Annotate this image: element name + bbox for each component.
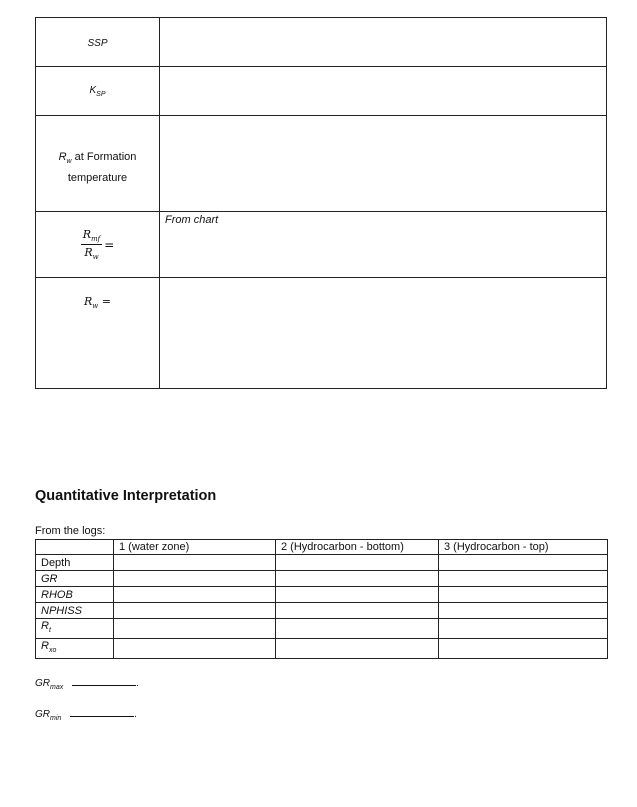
row-label: [36, 587, 114, 603]
table-cell[interactable]: [276, 555, 439, 571]
ksp-value-cell[interactable]: [160, 67, 607, 116]
table-cell[interactable]: [114, 587, 276, 603]
from-logs-label: From the logs:: [35, 525, 106, 537]
rmf-over-rw-fraction: [81, 228, 103, 261]
rw-label-main: R: [83, 295, 93, 308]
gr-min-blank-line[interactable]: [70, 707, 134, 717]
rw-formation-label-sub: w: [66, 158, 72, 166]
table-cell[interactable]: [114, 555, 276, 571]
row-label-rxo-sub: xo: [48, 647, 57, 655]
ssp-value-cell[interactable]: [160, 18, 607, 67]
row-label-depth: Depth: [41, 556, 71, 569]
rw-formation-value-cell[interactable]: [160, 116, 607, 212]
gr-min-suffix: .: [134, 709, 137, 720]
worksheet-row-rw: [36, 278, 607, 389]
table-cell[interactable]: [439, 571, 608, 587]
table-cell[interactable]: [439, 639, 608, 659]
table-cell[interactable]: [439, 619, 608, 639]
row-label: [36, 639, 114, 659]
table-cell[interactable]: [276, 619, 439, 639]
rw-formation-label-cell: [36, 116, 160, 212]
rw-formation-label-line2: temperature: [67, 172, 128, 185]
row-label-rt: R: [41, 620, 49, 632]
rw-label-cell: [36, 278, 160, 389]
rw-value-cell[interactable]: [160, 278, 607, 389]
row-label: [36, 603, 114, 619]
table-cell[interactable]: [439, 587, 608, 603]
table-row: [36, 587, 608, 603]
table-cell[interactable]: [439, 603, 608, 619]
row-label-rt-sub: t: [48, 627, 51, 635]
table-cell[interactable]: [114, 619, 276, 639]
row-label-nphiss: NPHISS: [41, 604, 82, 617]
worksheet-row-rw-formation: [36, 116, 607, 212]
ksp-label-cell: [36, 67, 160, 116]
logs-table: [35, 539, 608, 659]
logs-header-hc-top: 3 (Hydrocarbon - top): [439, 540, 608, 555]
worksheet-table: [35, 17, 607, 389]
frac-den-main: R: [84, 246, 93, 260]
ssp-label: SSP: [87, 38, 108, 49]
rw-equals: =: [98, 295, 111, 308]
gr-min-label-main: GR: [35, 709, 50, 720]
table-row: [36, 619, 608, 639]
table-cell[interactable]: [276, 587, 439, 603]
table-cell[interactable]: [114, 571, 276, 587]
from-chart-note: From chart: [165, 214, 219, 226]
ssp-label-cell: [36, 18, 160, 67]
row-label-rxo: R: [41, 640, 49, 653]
gr-max-label-main: GR: [35, 678, 50, 689]
row-label: [36, 571, 114, 587]
table-cell[interactable]: [114, 639, 276, 659]
frac-equals: =: [104, 237, 115, 252]
ksp-label-sub: SP: [96, 91, 106, 98]
logs-header-water: 1 (water zone): [114, 540, 276, 555]
table-row: [36, 639, 608, 659]
rmf-rw-value-cell[interactable]: [160, 212, 607, 278]
logs-header-hc-bottom: 2 (Hydrocarbon - bottom): [276, 540, 439, 555]
table-cell[interactable]: [114, 603, 276, 619]
worksheet-row-rmf-rw: [36, 212, 607, 278]
table-row: [36, 603, 608, 619]
table-cell[interactable]: [276, 639, 439, 659]
table-cell[interactable]: [276, 571, 439, 587]
row-label-rhob: RHOB: [41, 588, 73, 601]
logs-header-blank: [36, 540, 114, 555]
rmf-rw-label-cell: [36, 212, 160, 278]
logs-header-row: [36, 540, 608, 555]
ksp-label-main: K: [89, 85, 97, 96]
frac-den-sub: w: [92, 253, 99, 262]
row-label: [36, 555, 114, 571]
worksheet-row-ssp: [36, 18, 607, 67]
gr-min-field: [35, 707, 137, 722]
row-label-gr: GR: [41, 572, 58, 585]
gr-max-blank-line[interactable]: [72, 676, 136, 686]
gr-max-field: [35, 676, 139, 691]
table-row: [36, 555, 608, 571]
table-cell[interactable]: [439, 555, 608, 571]
rw-label-sub: w: [92, 302, 99, 311]
table-row: [36, 571, 608, 587]
gr-max-label-sub: max: [50, 684, 64, 691]
frac-num-sub: mf: [91, 235, 101, 244]
rw-formation-label-rest: at Formation: [71, 151, 137, 163]
row-label: [36, 619, 114, 639]
frac-num-main: R: [82, 228, 91, 241]
rw-formation-label-main: R: [58, 151, 67, 163]
table-cell[interactable]: [276, 603, 439, 619]
gr-max-suffix: .: [136, 678, 139, 689]
worksheet-row-ksp: [36, 67, 607, 116]
gr-min-label-sub: min: [50, 715, 62, 722]
section-title: Quantitative Interpretation: [35, 488, 217, 504]
